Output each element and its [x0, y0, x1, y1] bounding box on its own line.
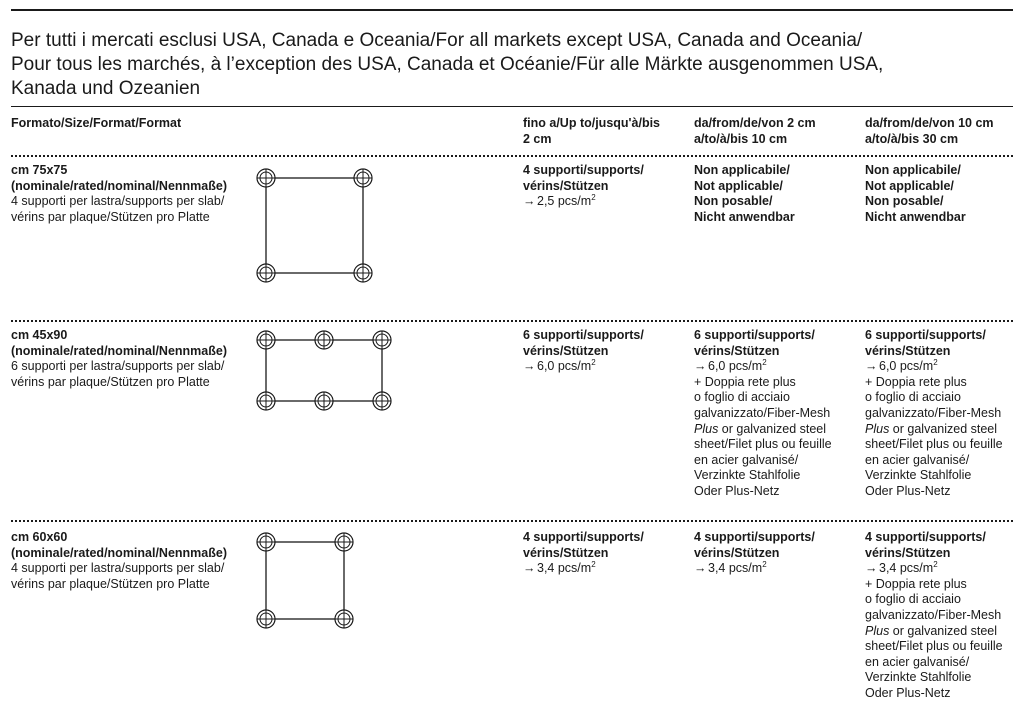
row-2-c5-extra-7: Verzinkte Stahlfolie [865, 468, 972, 483]
support-icon [354, 169, 372, 187]
row-1-c5-l2: Not applicable/ [865, 178, 954, 193]
row-2-c4-extra-1: + Doppia rete plus [694, 374, 796, 389]
support-icon [257, 169, 275, 187]
row-3-c5-extra-1: + Doppia rete plus [865, 576, 967, 591]
row-3-c5-italic: Plus [865, 623, 890, 638]
row-1-rated: (nominale/rated/nominal/Nennmaße) [11, 178, 228, 193]
row-3-format [11, 530, 227, 592]
row-2-format [11, 328, 227, 390]
header-10-30-line1: da/from/de/von 10 cm [865, 116, 994, 130]
row-3-c3-value: 3,4 pcs/m [537, 561, 592, 576]
superscript: 2 [591, 193, 596, 203]
support-icon [315, 331, 333, 349]
row-3-c5-value-line [865, 561, 1003, 577]
row-1-c5-l3: Non posable/ [865, 194, 944, 209]
superscript: 2 [591, 358, 596, 368]
slab-diagram-75x75 [250, 163, 380, 288]
header-rule [11, 106, 1013, 107]
row-3-c4-l1: 4 supporti/supports/ [694, 530, 815, 544]
row-3-upto-2cm [523, 530, 644, 577]
row-1-upto-2cm [523, 163, 644, 210]
arrow-right-icon: → [694, 359, 707, 374]
row-2-c4-extra-4-text: or galvanized steel [718, 421, 827, 436]
row-1-c5-l4: Nicht anwendbar [865, 209, 966, 224]
header-format-label: Formato/Size/Format/Format [11, 116, 182, 130]
row-2-c5-l1: 6 supporti/supports/ [865, 328, 986, 342]
row-3-size: cm 60x60 [11, 530, 68, 544]
row-2-c4-l2: vérins/Stützen [694, 343, 780, 358]
row-1-c3-l1: 4 supporti/supports/ [523, 163, 644, 177]
slab-diagram-60x60 [250, 527, 365, 637]
header-upto-line2: 2 cm [523, 131, 552, 146]
header-10-30cm [865, 116, 994, 147]
row-3-c4-value: 3,4 pcs/m [708, 561, 763, 576]
support-icon [315, 392, 333, 410]
row-3-c3-l1: 4 supporti/supports/ [523, 530, 644, 544]
row-2-upto-2cm [523, 328, 644, 375]
header-upto-line1: fino a/Up to/jusqu'à/bis [523, 116, 660, 130]
superscript: 2 [591, 560, 596, 570]
page-title [11, 29, 1011, 101]
row-2-c5-extra-4-text: or galvanized steel [889, 421, 998, 436]
row-2-c5-l2: vérins/Stützen [865, 343, 951, 358]
row-2-c4-italic: Plus [694, 421, 719, 436]
support-icon [257, 610, 275, 628]
row-2-c4-value: 6,0 pcs/m [708, 359, 763, 374]
row-2-c5-extra-5: sheet/Filet plus ou feuille [865, 437, 1003, 452]
row-1-10-30cm [865, 163, 966, 225]
top-rule [11, 9, 1013, 11]
row-2-c3-value-line [523, 359, 644, 375]
support-icon [257, 392, 275, 410]
support-icon [373, 392, 391, 410]
title-line-3: Kanada und Ozeanien [11, 77, 201, 99]
row-2-c4-value-line [694, 359, 832, 375]
header-2-10-line2: a/to/à/bis 10 cm [694, 131, 788, 146]
row-2-c4-l1: 6 supporti/supports/ [694, 328, 815, 342]
row-3-c5-extra-6: en acier galvanisé/ [865, 654, 970, 669]
row-3-c5-l2: vérins/Stützen [865, 545, 951, 560]
support-icon [257, 331, 275, 349]
row-3-c5-extra-4 [865, 624, 1003, 640]
row-2-rated: (nominale/rated/nominal/Nennmaße) [11, 343, 228, 358]
row-2-c5-extra-6: en acier galvanisé/ [865, 452, 970, 467]
superscript: 2 [762, 358, 767, 368]
row-2-c4-extra-7: Verzinkte Stahlfolie [694, 468, 801, 483]
slab-diagram-45x90 [250, 325, 400, 420]
row-2-c4-extra-3: galvanizzato/Fiber-Mesh [694, 405, 831, 420]
arrow-right-icon: → [694, 561, 707, 576]
row-divider [11, 155, 1013, 157]
row-2-c4-extra-6: en acier galvanisé/ [694, 452, 799, 467]
support-icon [335, 533, 353, 551]
row-1-2-10cm [694, 163, 795, 225]
support-icon [373, 331, 391, 349]
row-2-desc-1: 6 supporti per lastra/supports per slab/ [11, 359, 225, 374]
row-2-c4-extra-4 [694, 422, 832, 438]
superscript: 2 [762, 560, 767, 570]
row-2-desc-2: vérins par plaque/Stützen pro Platte [11, 374, 210, 389]
row-2-c5-value: 6,0 pcs/m [879, 359, 934, 374]
row-2-c3-l1: 6 supporti/supports/ [523, 328, 644, 342]
row-3-c5-extra-4-text: or galvanized steel [889, 623, 998, 638]
row-2-2-10cm [694, 328, 832, 500]
row-1-size: cm 75x75 [11, 163, 68, 177]
arrow-right-icon: → [865, 561, 878, 576]
row-3-10-30cm [865, 530, 1003, 702]
row-2-size: cm 45x90 [11, 328, 68, 342]
row-1-c3-l2: vérins/Stützen [523, 178, 609, 193]
row-divider [11, 520, 1013, 522]
row-1-c4-l2: Not applicable/ [694, 178, 783, 193]
support-icon [354, 264, 372, 282]
title-line-1: Per tutti i mercati esclusi USA, Canada e Oceania/For all markets except USA, Canada and Oceania/ [11, 29, 863, 51]
row-2-c4-extra-2: o foglio di acciaio [694, 390, 790, 405]
row-2-c5-extra-3: galvanizzato/Fiber-Mesh [865, 405, 1002, 420]
row-1-c4-l1: Non applicabile/ [694, 163, 790, 177]
row-3-c4-value-line [694, 561, 815, 577]
title-line-2: Pour tous les marchés, à l’exception des USA, Canada et Océanie/Für alle Märkte ausgenommen USA, [11, 53, 884, 75]
row-3-c3-value-line [523, 561, 644, 577]
row-2-c3-value: 6,0 pcs/m [537, 359, 592, 374]
header-10-30-line2: a/to/à/bis 30 cm [865, 131, 959, 146]
superscript: 2 [933, 560, 938, 570]
row-2-c4-extra-8: Oder Plus-Netz [694, 483, 780, 498]
row-3-desc-1: 4 supporti per lastra/supports per slab/ [11, 561, 225, 576]
support-icon [257, 533, 275, 551]
row-1-c4-l3: Non posable/ [694, 194, 773, 209]
header-format [11, 116, 181, 132]
row-2-10-30cm [865, 328, 1003, 500]
header-2-10-line1: da/from/de/von 2 cm [694, 116, 816, 130]
row-1-c3-value-line [523, 194, 644, 210]
support-icon [257, 264, 275, 282]
row-3-c3-l2: vérins/Stützen [523, 545, 609, 560]
row-1-desc-2: vérins par plaque/Stützen pro Platte [11, 209, 210, 224]
row-divider [11, 320, 1013, 322]
row-2-c5-extra-1: + Doppia rete plus [865, 374, 967, 389]
row-1-c4-l4: Nicht anwendbar [694, 209, 795, 224]
support-icon [335, 610, 353, 628]
row-2-c5-italic: Plus [865, 421, 890, 436]
row-3-c5-extra-3: galvanizzato/Fiber-Mesh [865, 607, 1002, 622]
row-1-desc-1: 4 supporti per lastra/supports per slab/ [11, 194, 225, 209]
arrow-right-icon: → [523, 359, 536, 374]
row-2-c5-value-line [865, 359, 1003, 375]
row-3-c5-l1: 4 supporti/supports/ [865, 530, 986, 544]
header-2-10cm [694, 116, 816, 147]
arrow-right-icon: → [523, 194, 536, 209]
row-2-c3-l2: vérins/Stützen [523, 343, 609, 358]
row-3-c5-extra-2: o foglio di acciaio [865, 592, 961, 607]
row-1-c5-l1: Non applicabile/ [865, 163, 961, 177]
slab-outline [266, 178, 363, 273]
superscript: 2 [933, 358, 938, 368]
row-3-c5-value: 3,4 pcs/m [879, 561, 934, 576]
row-3-c4-l2: vérins/Stützen [694, 545, 780, 560]
row-2-c5-extra-4 [865, 422, 1003, 438]
header-upto-2cm [523, 116, 660, 147]
arrow-right-icon: → [523, 561, 536, 576]
row-3-desc-2: vérins par plaque/Stützen pro Platte [11, 576, 210, 591]
slab-outline [266, 542, 344, 619]
row-3-c5-extra-8: Oder Plus-Netz [865, 685, 951, 700]
arrow-right-icon: → [865, 359, 878, 374]
row-2-c5-extra-8: Oder Plus-Netz [865, 483, 951, 498]
row-3-c5-extra-5: sheet/Filet plus ou feuille [865, 639, 1003, 654]
row-3-c5-extra-7: Verzinkte Stahlfolie [865, 670, 972, 685]
row-3-2-10cm [694, 530, 815, 577]
row-1-c3-value: 2,5 pcs/m [537, 194, 592, 209]
row-2-c5-extra-2: o foglio di acciaio [865, 390, 961, 405]
row-2-c4-extra-5: sheet/Filet plus ou feuille [694, 437, 832, 452]
row-3-rated: (nominale/rated/nominal/Nennmaße) [11, 545, 228, 560]
row-1-format [11, 163, 227, 225]
